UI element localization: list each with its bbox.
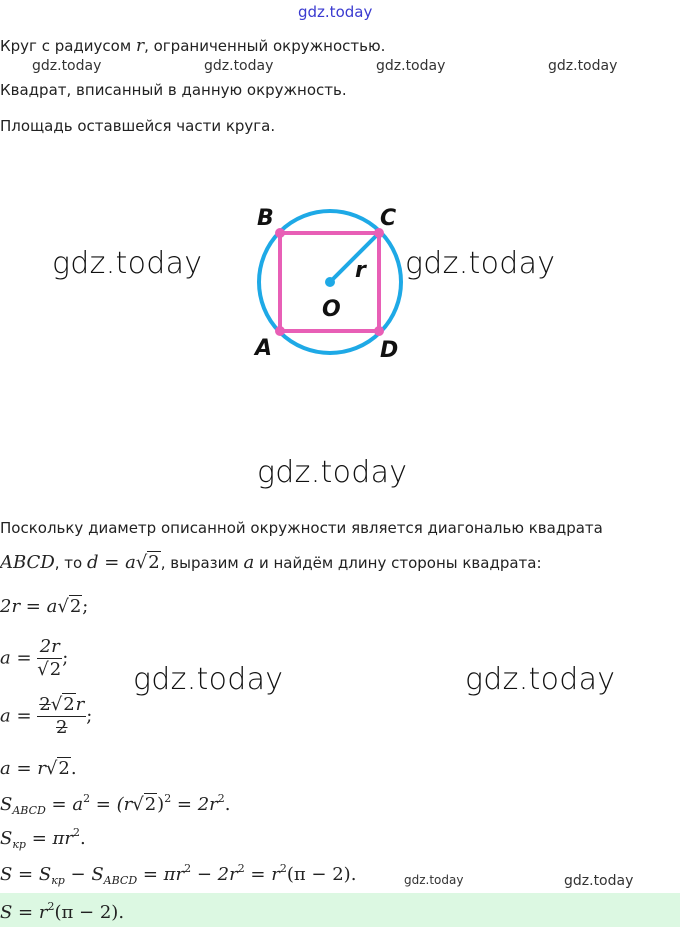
- equation-7-f: (π − 2).: [286, 864, 357, 885]
- equation-5-sqrt: 2: [144, 794, 157, 815]
- equation-6-sup: 2: [72, 826, 80, 839]
- equation-7-c: = πr: [137, 864, 185, 885]
- watermark-big: gdz.today: [257, 455, 408, 490]
- intro-line-1: [0, 36, 385, 56]
- explanation-line-1: Поскольку диаметр описанной окружности является диагональю квадрата: [0, 519, 603, 537]
- equation-5-b: = (r: [90, 794, 133, 815]
- answer-sup: 2: [47, 900, 55, 913]
- watermark-top: gdz.today: [298, 3, 373, 21]
- equation-5-sup-1: 2: [83, 792, 91, 805]
- label-r: r: [355, 258, 366, 283]
- equation-2-lhs: a =: [0, 647, 38, 669]
- center-point: [325, 277, 335, 287]
- explanation-text-b: , выразим: [160, 554, 244, 572]
- label-b: B: [257, 206, 274, 231]
- explanation-text-a: , то: [54, 554, 87, 572]
- label-c: C: [380, 206, 397, 231]
- equation-7-sub-2: ABCD: [103, 874, 138, 887]
- equation-3-numerator-r: r: [75, 694, 85, 715]
- equation-6-end: .: [79, 828, 86, 849]
- equation-7-sup-1: 2: [184, 862, 192, 875]
- equation-6: [0, 826, 86, 851]
- equation-2: a = $\frac{2r}{√2}$ ;: [0, 636, 69, 680]
- label-o: O: [322, 297, 341, 322]
- equation-5-sup-2: 2: [164, 792, 172, 805]
- equation-4-sqrt: 2: [58, 758, 70, 779]
- intro-line-3: Площадь оставшейся части круга.: [0, 117, 276, 135]
- intro-line-1-post: , ограниченный окружностью.: [144, 37, 386, 55]
- answer-lhs: S = r: [0, 902, 48, 923]
- watermark-small: gdz.today: [32, 58, 102, 74]
- equation-4-end: .: [70, 758, 77, 779]
- explanation-sqrt: 2: [148, 552, 160, 573]
- watermark-big: gdz.today: [133, 662, 284, 697]
- equation-5-d: = 2r: [171, 794, 218, 815]
- circle-square-figure: [245, 195, 415, 365]
- equation-3-numerator-sqrt: 2: [63, 694, 75, 715]
- equation-6-mid: = πr: [25, 828, 73, 849]
- equation-1-sqrt: 2: [69, 596, 82, 617]
- equation-1: 2r = a√2;: [0, 596, 89, 617]
- equation-1-lhs: 2r = a: [0, 596, 58, 617]
- equation-3-lhs: a =: [0, 705, 38, 727]
- explanation-var-a: a: [243, 552, 255, 573]
- equation-5-c: ): [157, 794, 165, 815]
- equation-5-end: .: [224, 794, 231, 815]
- vertex-a-point: [275, 326, 285, 336]
- equation-7-sup-2: 2: [237, 862, 245, 875]
- watermark-small: gdz.today: [404, 873, 464, 887]
- equation-4-lhs: a = r: [0, 758, 46, 779]
- explanation-d: d: [87, 552, 99, 573]
- equation-7-b: − S: [64, 864, 104, 885]
- vertex-d-point: [374, 326, 384, 336]
- equation-2-numerator: 2r: [37, 636, 62, 659]
- explanation-a: a: [125, 552, 136, 573]
- equation-3-denominator-cancelled: 2: [56, 717, 68, 738]
- equation-3: a = $\frac{2√2r}{2}$ ;: [0, 694, 93, 738]
- equation-4: a = r√2.: [0, 758, 77, 779]
- explanation-line-2: ABCD, то d = a√2, выразим a и найдём длину стороны квадрата:: [0, 552, 542, 573]
- equation-5: $S_{ABCD} = a^2 = (r√2)^2 = 2r^2$.: [0, 792, 231, 817]
- intro-radius-var: r: [135, 36, 145, 56]
- watermark-small: gdz.today: [376, 58, 446, 74]
- equation-5-mid: = a: [45, 794, 84, 815]
- watermark-big: gdz.today: [465, 662, 616, 697]
- equation-2-end: ;: [62, 647, 69, 669]
- equation-7-e: = r: [244, 864, 280, 885]
- equation-3-end: ;: [86, 705, 93, 727]
- watermark-small: gdz.today: [548, 58, 618, 74]
- label-d: D: [380, 338, 399, 363]
- equation-7-d: − 2r: [191, 864, 238, 885]
- vertex-b-point: [275, 228, 285, 238]
- explanation-text-c: и найдём длину стороны квадрата:: [254, 554, 542, 572]
- equation-5-sub: ABCD: [12, 804, 46, 817]
- equation-6-s: S: [0, 828, 13, 849]
- equation-7-sub-1: кр: [51, 874, 65, 887]
- answer-rhs: (π − 2).: [54, 902, 125, 923]
- intro-line-2: Квадрат, вписанный в данную окружность.: [0, 81, 347, 99]
- watermark-small: gdz.today: [204, 58, 274, 74]
- answer-equation: [0, 900, 124, 923]
- label-a: A: [255, 336, 273, 361]
- watermark-small: gdz.today: [564, 873, 634, 889]
- equation-7-s: S = S: [0, 864, 52, 885]
- explanation-eq: =: [98, 552, 126, 573]
- intro-line-1-pre: Круг с радиусом: [0, 37, 136, 55]
- equation-6-sub: кр: [12, 838, 26, 851]
- watermark-big: gdz.today: [405, 246, 556, 281]
- equation-7-sup-3: 2: [279, 862, 287, 875]
- equation-5-sup-3: 2: [217, 792, 225, 805]
- explanation-abcd: ABCD: [0, 552, 55, 573]
- equation-7: [0, 862, 356, 887]
- equation-1-end: ;: [82, 596, 89, 617]
- equation-2-denominator: 2: [49, 659, 62, 680]
- watermark-big: gdz.today: [52, 246, 203, 281]
- equation-5-s: S: [0, 794, 13, 815]
- equation-3-numerator-cancelled: 2: [39, 694, 51, 715]
